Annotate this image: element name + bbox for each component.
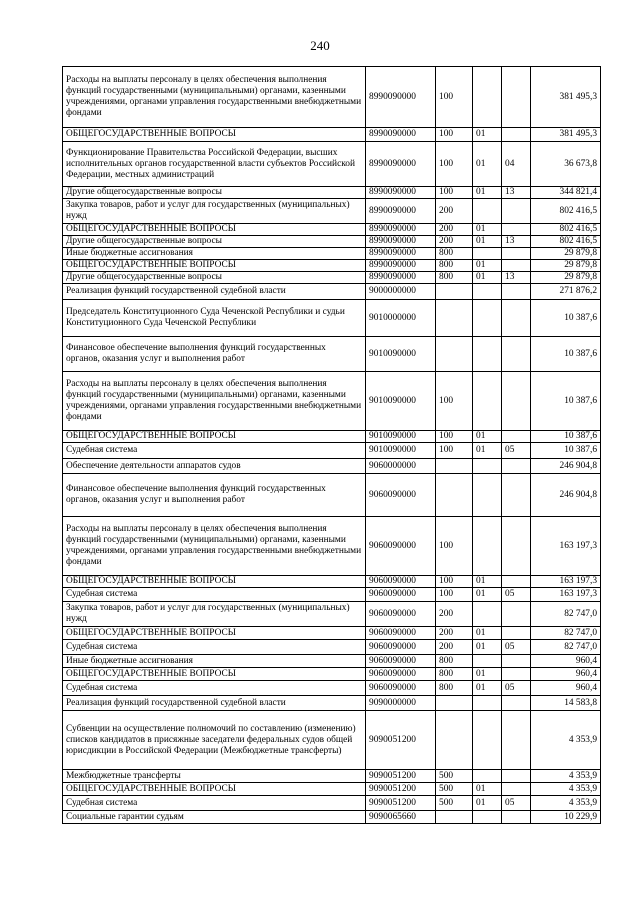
row-expense-type	[436, 474, 473, 517]
row-expense-type	[436, 284, 473, 300]
row-expense-type: 100	[436, 128, 473, 142]
row-target-article: 9060000000	[366, 459, 436, 474]
row-section	[473, 337, 502, 372]
row-name: Финансовое обеспечение выполнения функций государственных органов, оказания услуг и выполнения работ	[63, 337, 366, 372]
row-target-article: 9010090000	[366, 372, 436, 431]
row-name: Расходы на выплаты персоналу в целях обеспечения выполнения функций государственными (муниципальными) органами, казенными учреждениями, органами управления государственными внебюджетными фондами	[63, 372, 366, 431]
row-expense-type: 500	[436, 770, 473, 783]
row-name: ОБЩЕГОСУДАРСТВЕННЫЕ ВОПРОСЫ	[63, 260, 366, 272]
row-amount: 29 879,8	[531, 272, 601, 284]
row-subsection	[502, 431, 531, 443]
row-amount: 960,4	[531, 681, 601, 696]
row-expense-type: 800	[436, 681, 473, 696]
table-row	[63, 260, 601, 272]
row-expense-type: 100	[436, 576, 473, 588]
row-expense-type: 100	[436, 67, 473, 128]
row-subsection	[502, 668, 531, 681]
row-name: ОБЩЕГОСУДАРСТВЕННЫЕ ВОПРОСЫ	[63, 576, 366, 588]
table-row	[63, 627, 601, 640]
row-name: ОБЩЕГОСУДАРСТВЕННЫЕ ВОПРОСЫ	[63, 627, 366, 640]
row-name: ОБЩЕГОСУДАРСТВЕННЫЕ ВОПРОСЫ	[63, 431, 366, 443]
row-expense-type: 100	[436, 517, 473, 576]
row-subsection	[502, 300, 531, 337]
row-amount: 802 416,5	[531, 236, 601, 248]
table-row	[63, 668, 601, 681]
row-amount: 4 353,9	[531, 783, 601, 796]
row-subsection	[502, 459, 531, 474]
row-subsection: 05	[502, 640, 531, 655]
row-target-article: 9060090000	[366, 627, 436, 640]
row-target-article: 8990090000	[366, 199, 436, 224]
row-subsection: 05	[502, 588, 531, 602]
row-expense-type: 100	[436, 142, 473, 187]
row-target-article: 9090065660	[366, 811, 436, 824]
table-row	[63, 588, 601, 602]
row-target-article: 9090051200	[366, 796, 436, 811]
row-target-article: 9060090000	[366, 474, 436, 517]
row-amount: 10 387,6	[531, 443, 601, 459]
row-subsection: 04	[502, 142, 531, 187]
row-name: Расходы на выплаты персоналу в целях обеспечения выполнения функций государственными (муниципальными) органами, казенными учреждениями, органами управления государственными внебюджетными фондами	[63, 67, 366, 128]
row-target-article: 8990090000	[366, 260, 436, 272]
row-section	[473, 199, 502, 224]
row-section	[473, 248, 502, 260]
row-name: Реализация функций государственной судебной власти	[63, 284, 366, 300]
table-row	[63, 474, 601, 517]
row-amount: 10 387,6	[531, 300, 601, 337]
row-section: 01	[473, 260, 502, 272]
row-section	[473, 474, 502, 517]
row-section: 01	[473, 272, 502, 284]
row-expense-type	[436, 696, 473, 711]
row-amount: 802 416,5	[531, 199, 601, 224]
row-subsection: 13	[502, 187, 531, 199]
row-section: 01	[473, 640, 502, 655]
table-row	[63, 655, 601, 668]
row-subsection	[502, 576, 531, 588]
row-amount: 4 353,9	[531, 796, 601, 811]
table-row	[63, 372, 601, 431]
table-row	[63, 696, 601, 711]
row-amount: 4 353,9	[531, 770, 601, 783]
row-amount: 246 904,8	[531, 459, 601, 474]
row-subsection	[502, 284, 531, 300]
row-amount: 36 673,8	[531, 142, 601, 187]
row-amount: 960,4	[531, 655, 601, 668]
row-expense-type: 100	[436, 443, 473, 459]
table-row	[63, 576, 601, 588]
row-subsection	[502, 128, 531, 142]
row-subsection	[502, 711, 531, 770]
row-subsection	[502, 67, 531, 128]
row-expense-type	[436, 459, 473, 474]
row-subsection	[502, 474, 531, 517]
row-expense-type: 200	[436, 199, 473, 224]
row-subsection	[502, 811, 531, 824]
row-expense-type: 500	[436, 796, 473, 811]
row-name: Реализация функций государственной судебной власти	[63, 696, 366, 711]
page-number: 240	[310, 38, 330, 53]
table-row	[63, 67, 601, 128]
row-name: Иные бюджетные ассигнования	[63, 248, 366, 260]
row-subsection	[502, 770, 531, 783]
row-expense-type: 100	[436, 187, 473, 199]
row-section: 01	[473, 431, 502, 443]
row-expense-type: 100	[436, 588, 473, 602]
row-section	[473, 459, 502, 474]
row-amount: 82 747,0	[531, 627, 601, 640]
row-expense-type	[436, 337, 473, 372]
row-target-article: 9060090000	[366, 655, 436, 668]
row-amount: 381 495,3	[531, 128, 601, 142]
row-expense-type: 800	[436, 655, 473, 668]
row-name: ОБЩЕГОСУДАРСТВЕННЫЕ ВОПРОСЫ	[63, 783, 366, 796]
table-row	[63, 783, 601, 796]
row-name: Судебная система	[63, 588, 366, 602]
table-row	[63, 337, 601, 372]
row-target-article: 9090051200	[366, 770, 436, 783]
row-subsection	[502, 517, 531, 576]
row-name: Функционирование Правительства Российской Федерации, высших исполнительных органов государственной власти субъектов Российской Федерации, местных администраций	[63, 142, 366, 187]
table-row	[63, 431, 601, 443]
row-target-article: 9060090000	[366, 668, 436, 681]
row-target-article: 8990090000	[366, 236, 436, 248]
row-subsection	[502, 199, 531, 224]
row-expense-type	[436, 811, 473, 824]
row-name: ОБЩЕГОСУДАРСТВЕННЫЕ ВОПРОСЫ	[63, 224, 366, 236]
table-row	[63, 187, 601, 199]
table-row	[63, 681, 601, 696]
row-subsection	[502, 372, 531, 431]
row-expense-type: 200	[436, 627, 473, 640]
row-subsection	[502, 224, 531, 236]
row-name: Судебная система	[63, 681, 366, 696]
row-section	[473, 711, 502, 770]
row-section: 01	[473, 187, 502, 199]
row-target-article: 8990090000	[366, 187, 436, 199]
row-subsection	[502, 783, 531, 796]
row-target-article: 8990090000	[366, 272, 436, 284]
row-name: Межбюджетные трансферты	[63, 770, 366, 783]
row-target-article: 8990090000	[366, 248, 436, 260]
row-section: 01	[473, 627, 502, 640]
row-section	[473, 67, 502, 128]
table-row	[63, 602, 601, 627]
table-row	[63, 640, 601, 655]
row-section: 01	[473, 796, 502, 811]
row-section	[473, 770, 502, 783]
row-expense-type: 100	[436, 372, 473, 431]
row-section: 01	[473, 681, 502, 696]
row-section	[473, 602, 502, 627]
row-amount: 29 879,8	[531, 248, 601, 260]
row-amount: 10 387,6	[531, 337, 601, 372]
row-name: Субвенции на осуществление полномочий по составлению (изменению) списков кандидатов в присяжные заседатели федеральных судов общей юрисдикции в Российской Федерации (Межбюджетные трансферты)	[63, 711, 366, 770]
row-amount: 271 876,2	[531, 284, 601, 300]
row-subsection: 05	[502, 681, 531, 696]
row-target-article: 9060090000	[366, 517, 436, 576]
table-row	[63, 284, 601, 300]
row-expense-type	[436, 711, 473, 770]
row-name: Другие общегосударственные вопросы	[63, 236, 366, 248]
row-section	[473, 696, 502, 711]
row-section	[473, 372, 502, 431]
table-row	[63, 796, 601, 811]
row-amount: 29 879,8	[531, 260, 601, 272]
row-amount: 10 387,6	[531, 372, 601, 431]
row-name: ОБЩЕГОСУДАРСТВЕННЫЕ ВОПРОСЫ	[63, 668, 366, 681]
row-name: Обеспечение деятельности аппаратов судов	[63, 459, 366, 474]
table-row	[63, 199, 601, 224]
table-row	[63, 443, 601, 459]
row-subsection: 13	[502, 272, 531, 284]
row-expense-type: 800	[436, 272, 473, 284]
row-name: Закупка товаров, работ и услуг для государственных (муниципальных) нужд	[63, 199, 366, 224]
row-target-article: 9010090000	[366, 443, 436, 459]
row-name: Социальные гарантии судьям	[63, 811, 366, 824]
row-amount: 960,4	[531, 668, 601, 681]
row-name: Закупка товаров, работ и услуг для государственных (муниципальных) нужд	[63, 602, 366, 627]
row-name: Расходы на выплаты персоналу в целях обеспечения выполнения функций государственными (муниципальными) органами, казенными учреждениями, органами управления государственными внебюджетными фондами	[63, 517, 366, 576]
row-section	[473, 811, 502, 824]
row-section	[473, 284, 502, 300]
row-amount: 163 197,3	[531, 576, 601, 588]
row-subsection	[502, 655, 531, 668]
row-expense-type: 200	[436, 602, 473, 627]
row-subsection	[502, 337, 531, 372]
row-section: 01	[473, 588, 502, 602]
table-row	[63, 770, 601, 783]
table-row	[63, 236, 601, 248]
row-subsection	[502, 248, 531, 260]
row-section	[473, 517, 502, 576]
row-name: Другие общегосударственные вопросы	[63, 187, 366, 199]
row-amount: 246 904,8	[531, 474, 601, 517]
row-name: Финансовое обеспечение выполнения функций государственных органов, оказания услуг и выполнения работ	[63, 474, 366, 517]
table-row	[63, 300, 601, 337]
row-amount: 82 747,0	[531, 602, 601, 627]
row-subsection	[502, 627, 531, 640]
row-subsection	[502, 602, 531, 627]
row-name: Судебная система	[63, 640, 366, 655]
row-amount: 163 197,3	[531, 517, 601, 576]
row-expense-type: 200	[436, 236, 473, 248]
row-target-article: 9010090000	[366, 337, 436, 372]
row-target-article: 8990090000	[366, 142, 436, 187]
row-expense-type: 200	[436, 224, 473, 236]
table-row	[63, 224, 601, 236]
row-target-article: 9090051200	[366, 711, 436, 770]
table-row	[63, 711, 601, 770]
row-target-article: 9060090000	[366, 602, 436, 627]
row-section: 01	[473, 576, 502, 588]
row-subsection: 13	[502, 236, 531, 248]
table-row	[63, 459, 601, 474]
row-name: Другие общегосударственные вопросы	[63, 272, 366, 284]
row-name: Судебная система	[63, 796, 366, 811]
row-expense-type: 800	[436, 260, 473, 272]
row-amount: 10 229,9	[531, 811, 601, 824]
table-row	[63, 248, 601, 260]
row-target-article: 9090000000	[366, 696, 436, 711]
row-target-article: 9090051200	[366, 783, 436, 796]
row-target-article: 9060090000	[366, 576, 436, 588]
budget-table	[62, 66, 601, 824]
table-row	[63, 128, 601, 142]
table-row	[63, 272, 601, 284]
row-target-article: 9010000000	[366, 300, 436, 337]
row-subsection	[502, 260, 531, 272]
row-section: 01	[473, 443, 502, 459]
row-amount: 14 583,8	[531, 696, 601, 711]
row-amount: 4 353,9	[531, 711, 601, 770]
budget-table-body	[63, 67, 601, 824]
table-row	[63, 811, 601, 824]
row-section: 01	[473, 783, 502, 796]
row-expense-type: 800	[436, 248, 473, 260]
row-amount: 82 747,0	[531, 640, 601, 655]
row-section: 01	[473, 128, 502, 142]
row-target-article: 8990090000	[366, 224, 436, 236]
row-amount: 381 495,3	[531, 67, 601, 128]
row-section: 01	[473, 668, 502, 681]
row-target-article: 9000000000	[366, 284, 436, 300]
row-target-article: 9010090000	[366, 431, 436, 443]
row-target-article: 9060090000	[366, 588, 436, 602]
row-amount: 344 821,4	[531, 187, 601, 199]
row-amount: 163 197,3	[531, 588, 601, 602]
row-expense-type: 100	[436, 431, 473, 443]
row-section	[473, 300, 502, 337]
row-section	[473, 655, 502, 668]
row-amount: 802 416,5	[531, 224, 601, 236]
row-section: 01	[473, 236, 502, 248]
row-subsection: 05	[502, 443, 531, 459]
table-row	[63, 142, 601, 187]
row-amount: 10 387,6	[531, 431, 601, 443]
row-target-article: 9060090000	[366, 681, 436, 696]
row-subsection: 05	[502, 796, 531, 811]
row-expense-type: 200	[436, 640, 473, 655]
row-section: 01	[473, 224, 502, 236]
row-name: Председатель Конституционного Суда Чеченской Республики и судьи Конституционного Суда Чеченской Республики	[63, 300, 366, 337]
row-target-article: 9060090000	[366, 640, 436, 655]
row-name: Иные бюджетные ассигнования	[63, 655, 366, 668]
row-subsection	[502, 696, 531, 711]
row-name: Судебная система	[63, 443, 366, 459]
table-row	[63, 517, 601, 576]
row-expense-type: 800	[436, 668, 473, 681]
row-name: ОБЩЕГОСУДАРСТВЕННЫЕ ВОПРОСЫ	[63, 128, 366, 142]
row-expense-type: 500	[436, 783, 473, 796]
row-section: 01	[473, 142, 502, 187]
row-target-article: 8990090000	[366, 67, 436, 128]
row-expense-type	[436, 300, 473, 337]
row-target-article: 8990090000	[366, 128, 436, 142]
